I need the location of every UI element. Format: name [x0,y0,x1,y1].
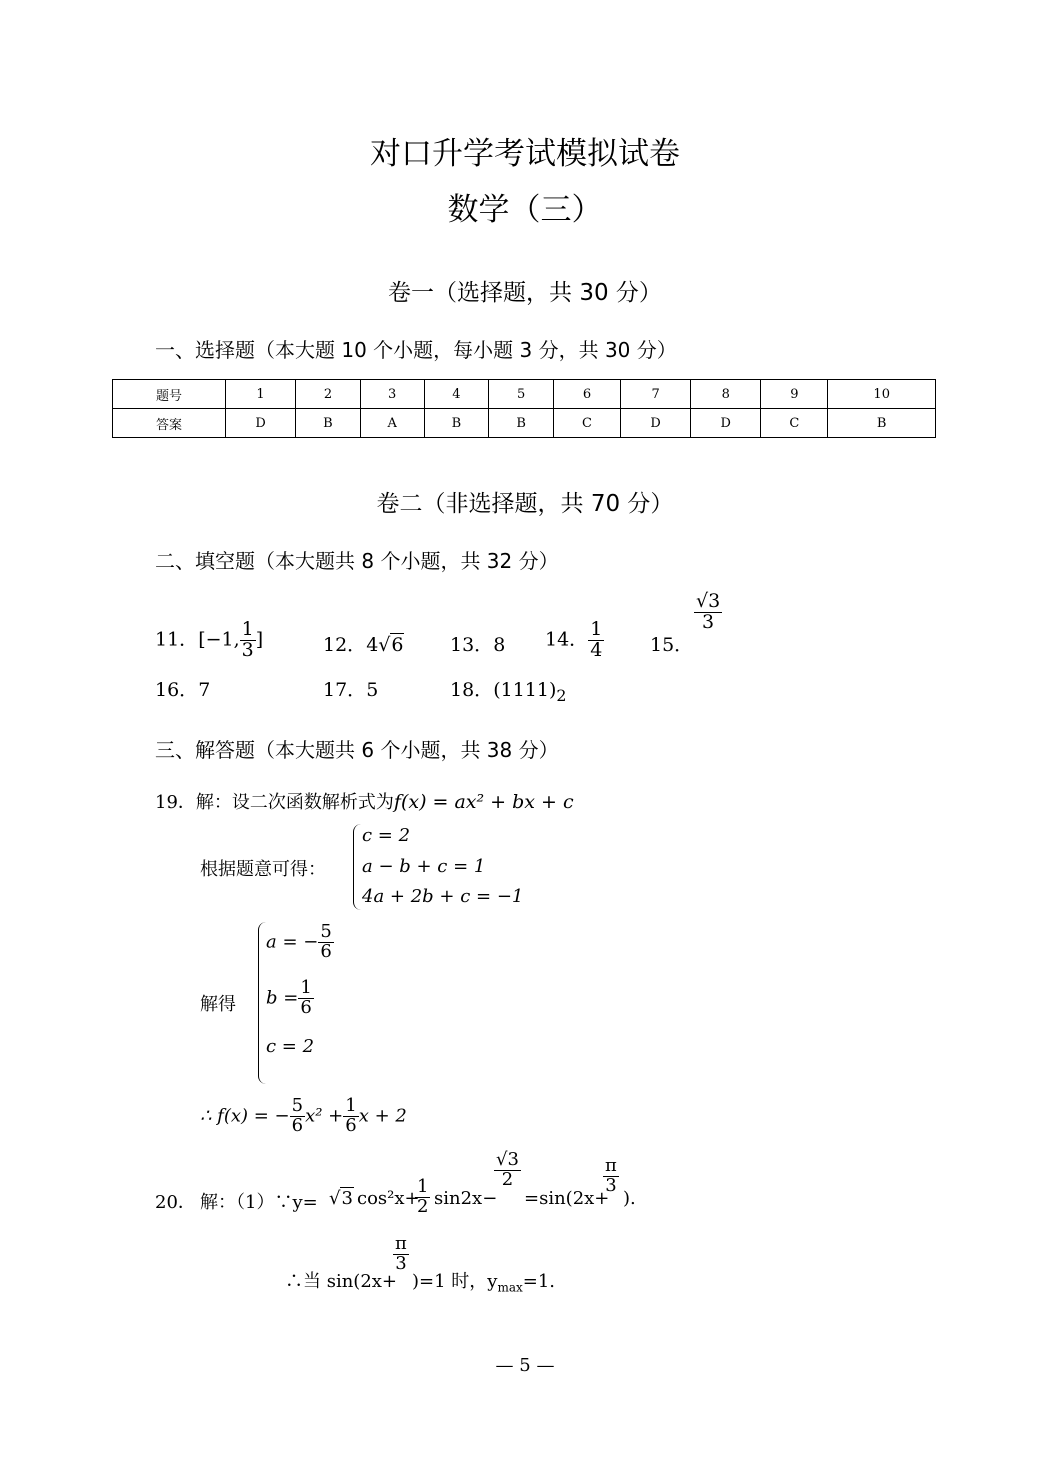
fraction-numerator: √3 [696,590,721,612]
sqrt-expression: √6 [378,634,404,656]
question-number: 17． [323,679,367,701]
q20-line2-start: ∴当 sin(2x+ [285,1271,398,1292]
fill-answer-18 [450,675,566,705]
table-cell: 3 [360,380,424,409]
final-middle: x² + [305,1105,344,1127]
table-cell: 9 [761,380,828,409]
table-cell: 1 [226,380,296,409]
table-row-answers [113,409,936,438]
answer-value: (1111) [493,679,557,701]
radicand: 6 [391,634,404,656]
q19-intro: 解：设二次函数解析式为 [195,792,394,813]
q19-final [200,1097,407,1136]
question-number: 14． [545,628,589,651]
table-cell: 8 [691,380,761,409]
table-cell: B [424,409,489,438]
fill-answer-11 [155,620,263,661]
q20-line2-value: =1. [522,1271,556,1292]
fraction-numerator: π [395,1233,407,1254]
q20-pi-over-3 [603,1157,619,1196]
fraction-numerator: 5 [320,921,332,942]
fraction-numerator: 1 [241,618,254,640]
q20-sin-term: sin2x− [434,1188,498,1209]
answer-base: 2 [556,685,567,705]
question-number: 13． [450,634,494,656]
question-number: 19． [155,792,196,813]
fill-answer-17 [323,675,378,702]
q19-solution-c: c = 2 [266,1036,315,1057]
fraction-numerator: 1 [590,618,603,640]
q19-equation-1: c = 2 [362,825,411,846]
fraction-denominator: 6 [345,1114,357,1136]
page-number: — 5 — [495,1355,555,1376]
q20-result: =sin(2x+ [524,1188,610,1209]
fraction-denominator: 3 [605,1174,617,1196]
fill-answer-15-label: 15． [650,634,694,656]
table-cell: B [489,409,554,438]
q19-lead [155,788,574,814]
q20-close: ). [623,1188,636,1209]
q20-lead: 解：（1）∵y= [200,1192,318,1213]
question-number: 11． [155,628,199,651]
table-cell: 6 [553,380,620,409]
table-cell: B [296,409,361,438]
left-brace-icon [353,824,362,910]
final-suffix: x + 2 [358,1105,407,1127]
radicand: 3 [507,1149,519,1170]
part1-heading: 卷一（选择题，共 30 分） [388,280,662,306]
fraction-denominator: 2 [501,1168,514,1190]
radicand: 3 [341,1188,353,1209]
section3-title: 三、解答题（本大题共 6 个小题，共 38 分） [155,738,559,762]
fill-answer-16 [155,675,210,702]
question-number: 16． [155,679,199,701]
table-cell: C [553,409,620,438]
table-cell: 5 [489,380,554,409]
fraction-denominator: 3 [241,638,254,661]
page-title: 对口升学考试模拟试卷 [370,136,680,172]
answer-table [112,379,936,438]
table-cell: D [621,409,691,438]
fraction-numerator: 1 [417,1176,429,1197]
q20-cos-term: cos²x+ [357,1188,420,1209]
q20-line2-end [412,1267,555,1295]
answer-value: 7 [198,679,211,701]
answer-value: 5 [366,679,379,701]
q20-line2-pi-over-3 [393,1235,409,1274]
table-cell: A [360,409,424,438]
q19-equation-2: a − b + c = 1 [362,856,486,877]
table-cell: 10 [828,380,936,409]
section2-title: 二、填空题（本大题共 8 个小题，共 32 分） [155,549,559,573]
q19-condition-label: 根据题意可得： [200,859,326,880]
fraction-numerator: 5 [291,1095,304,1116]
page-subtitle: 数学（三） [447,192,603,228]
fill-answer-14 [545,620,604,661]
fraction-denominator: 2 [417,1195,429,1217]
fraction-numerator: √3 [496,1149,519,1170]
table-cell: 2 [296,380,361,409]
row-label-numbers: 题号 [113,380,226,409]
fraction-numerator: 1 [300,977,312,998]
table-cell: 4 [424,380,489,409]
q20-sqrt3: √3 [329,1188,353,1209]
answer-value: 8 [493,634,506,656]
q19-solution-b [266,979,314,1018]
fill-answer-15 [694,592,722,633]
final-prefix: ∴ f(x) = − [200,1105,290,1127]
part2-heading: 卷二（非选择题，共 70 分） [376,491,674,517]
max-subscript: max [497,1280,523,1295]
radicand: 3 [708,590,721,612]
q19-formula: f(x) = ax² + bx + c [393,791,574,813]
q20-half [415,1178,430,1217]
table-cell: B [828,409,936,438]
solution-prefix: a = − [266,931,319,953]
fill-answer-13 [450,630,505,657]
q19-solution-label: 解得 [200,994,236,1015]
table-cell: D [226,409,296,438]
q20-root3-over-2 [494,1151,521,1190]
fraction-denominator: 6 [300,996,312,1018]
table-cell: 7 [621,380,691,409]
q20-line2-text: )=1 时，y [412,1271,498,1292]
answer-prefix: [−1, [198,628,240,651]
fraction-denominator: 4 [590,638,603,661]
question-number: 12． [323,634,367,656]
table-row-numbers [113,380,936,409]
fraction-numerator: 1 [345,1095,357,1116]
fraction-denominator: 6 [291,1114,304,1136]
section1-title: 一、选择题（本大题 10 个小题，每小题 3 分，共 30 分） [155,338,677,362]
fraction-denominator: 6 [320,940,332,962]
q19-equation-3: 4a + 2b + c = −1 [362,886,524,907]
fraction-numerator: π [605,1155,617,1176]
fraction-denominator: 3 [395,1252,407,1274]
question-number: 18． [450,679,494,701]
table-cell: C [761,409,828,438]
fraction-denominator: 3 [702,610,715,633]
answer-suffix: ] [255,628,264,651]
row-label-answers: 答案 [113,409,226,438]
q20-number: 20． [155,1192,196,1213]
q19-solution-a [266,923,334,962]
answer-coefficient: 4 [366,634,379,656]
fill-answer-12 [323,630,404,657]
solution-prefix: b = [266,987,299,1009]
table-cell: D [691,409,761,438]
